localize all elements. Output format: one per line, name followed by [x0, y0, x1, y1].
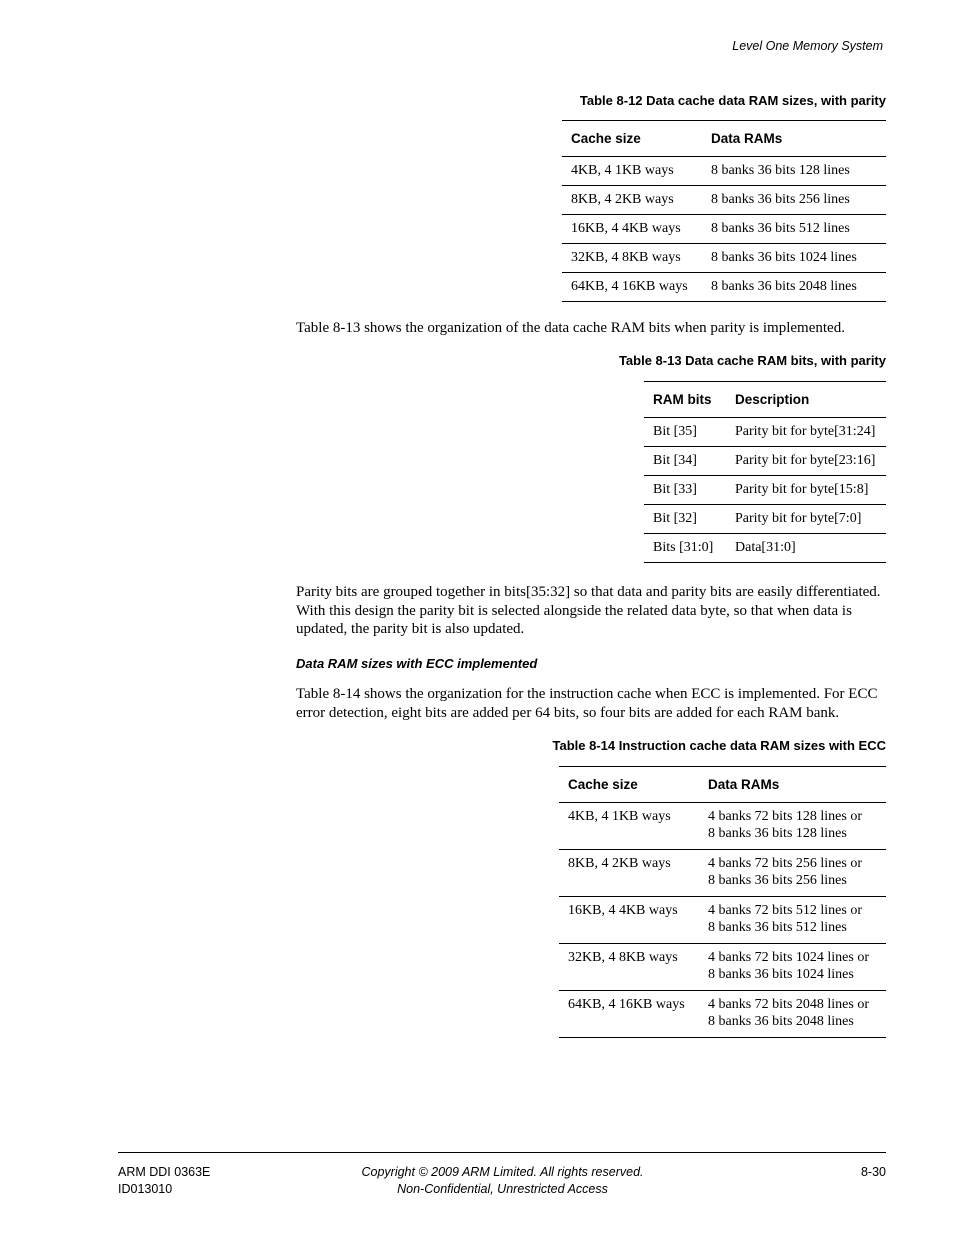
section-subheading: Data RAM sizes with ECC implemented	[296, 656, 538, 671]
table-cell: 4KB, 4 1KB ways	[571, 163, 674, 178]
table-cell: 64KB, 4 16KB ways	[559, 991, 699, 1038]
table-row	[644, 505, 886, 534]
table-row	[644, 476, 886, 505]
table-8-12-caption: Table 8-12 Data cache data RAM sizes, with parity	[579, 93, 886, 108]
table-cell	[699, 850, 886, 897]
cell-line: 8 banks 36 bits 512 lines	[708, 920, 847, 935]
table-cell: Bit [34]	[644, 447, 726, 476]
table-cell: 8KB, 4 2KB ways	[559, 850, 699, 897]
column-header: Description	[726, 382, 886, 418]
table-cell: 16KB, 4 4KB ways	[559, 897, 699, 944]
cell-line: 8 banks 36 bits 2048 lines	[708, 1014, 854, 1029]
page-number: 8-30	[860, 1165, 886, 1179]
column-header: Data RAMs	[702, 121, 886, 157]
column-header: Cache size	[562, 121, 702, 157]
table-cell: Bit [35]	[653, 424, 697, 439]
cell-line: 4 banks 72 bits 512 lines or	[708, 903, 862, 918]
table-cell: Bit [33]	[644, 476, 726, 505]
table-cell: 8KB, 4 2KB ways	[562, 186, 702, 215]
cell-line: 8 banks 36 bits 256 lines	[708, 873, 847, 888]
table-cell: 8 banks 36 bits 128 lines	[711, 163, 850, 178]
table-cell	[699, 991, 886, 1038]
cell-line: 8 banks 36 bits 1024 lines	[708, 967, 854, 982]
cell-line: 4 banks 72 bits 256 lines or	[708, 856, 862, 871]
table-header-row	[562, 121, 886, 157]
table-row	[644, 418, 886, 447]
running-header: Level One Memory System	[732, 39, 883, 53]
table-cell: Parity bit for byte[7:0]	[726, 505, 886, 534]
body-paragraph: Parity bits are grouped together in bits[35:32] so that data and parity bits are easily differentiated. With this design the parity bit is selected alongside the related data byte, so that when data is updated, the parity bit is also updated.	[296, 584, 881, 638]
table-cell: Parity bit for byte[15:8]	[726, 476, 886, 505]
column-header: Cache size	[559, 767, 699, 803]
table-cell: 64KB, 4 16KB ways	[562, 273, 702, 302]
table-cell: 8 banks 36 bits 256 lines	[702, 186, 886, 215]
table-header-row	[559, 767, 886, 803]
table-cell: 16KB, 4 4KB ways	[562, 215, 702, 244]
table-cell: 4KB, 4 1KB ways	[568, 809, 671, 824]
table-row	[562, 186, 886, 215]
table-row	[562, 244, 886, 273]
table-row	[559, 897, 886, 944]
footer-divider	[118, 1152, 886, 1153]
table-cell: Parity bit for byte[23:16]	[726, 447, 886, 476]
table-cell: Data[31:0]	[726, 534, 886, 563]
cell-line: 4 banks 72 bits 128 lines or	[708, 809, 862, 824]
column-header: Data RAMs	[699, 767, 886, 803]
cell-line: 4 banks 72 bits 1024 lines or	[708, 950, 869, 965]
table-cell: Bits [31:0]	[644, 534, 726, 563]
table-cell	[699, 944, 886, 991]
access-notice: Non-Confidential, Unrestricted Access	[397, 1181, 608, 1196]
table-8-12	[562, 120, 886, 302]
cell-line: 4 banks 72 bits 2048 lines or	[708, 997, 869, 1012]
table-row	[559, 944, 886, 991]
table-row	[562, 157, 886, 186]
table-row	[559, 850, 886, 897]
table-cell: 32KB, 4 8KB ways	[559, 944, 699, 991]
table-cell: 8 banks 36 bits 1024 lines	[702, 244, 886, 273]
body-paragraph: Table 8-13 shows the organization of the data cache RAM bits when parity is implemented.	[296, 320, 845, 336]
table-row	[559, 803, 886, 850]
table-cell	[699, 897, 886, 944]
table-cell: 32KB, 4 8KB ways	[562, 244, 702, 273]
table-row	[562, 215, 886, 244]
table-cell: 8 banks 36 bits 2048 lines	[702, 273, 886, 302]
footer-copyright-block	[0, 1164, 954, 1197]
table-8-13-caption: Table 8-13 Data cache RAM bits, with parity	[618, 353, 886, 368]
table-8-14-caption: Table 8-14 Instruction cache data RAM sizes with ECC	[552, 738, 886, 753]
table-cell: Bit [32]	[644, 505, 726, 534]
table-row	[644, 447, 886, 476]
table-row	[562, 273, 886, 302]
body-paragraph: Table 8-14 shows the organization for the instruction cache when ECC is implemented. For ECC error detection, eight bits are added per 64 bits, so four bits are added for each RAM bank.	[296, 686, 878, 721]
column-header: RAM bits	[644, 382, 726, 418]
table-8-14	[559, 766, 886, 1038]
table-cell	[699, 803, 886, 850]
table-header-row	[644, 382, 886, 418]
copyright-notice: Copyright © 2009 ARM Limited. All rights reserved.	[361, 1165, 644, 1179]
table-row	[644, 534, 886, 563]
table-row	[559, 991, 886, 1038]
cell-line: 8 banks 36 bits 128 lines	[708, 826, 847, 841]
table-8-13	[644, 381, 886, 563]
issue-id: ID013010	[118, 1181, 173, 1196]
document-id: ARM DDI 0363E	[118, 1165, 211, 1179]
table-cell: Parity bit for byte[31:24]	[735, 424, 876, 439]
table-cell: 8 banks 36 bits 512 lines	[702, 215, 886, 244]
